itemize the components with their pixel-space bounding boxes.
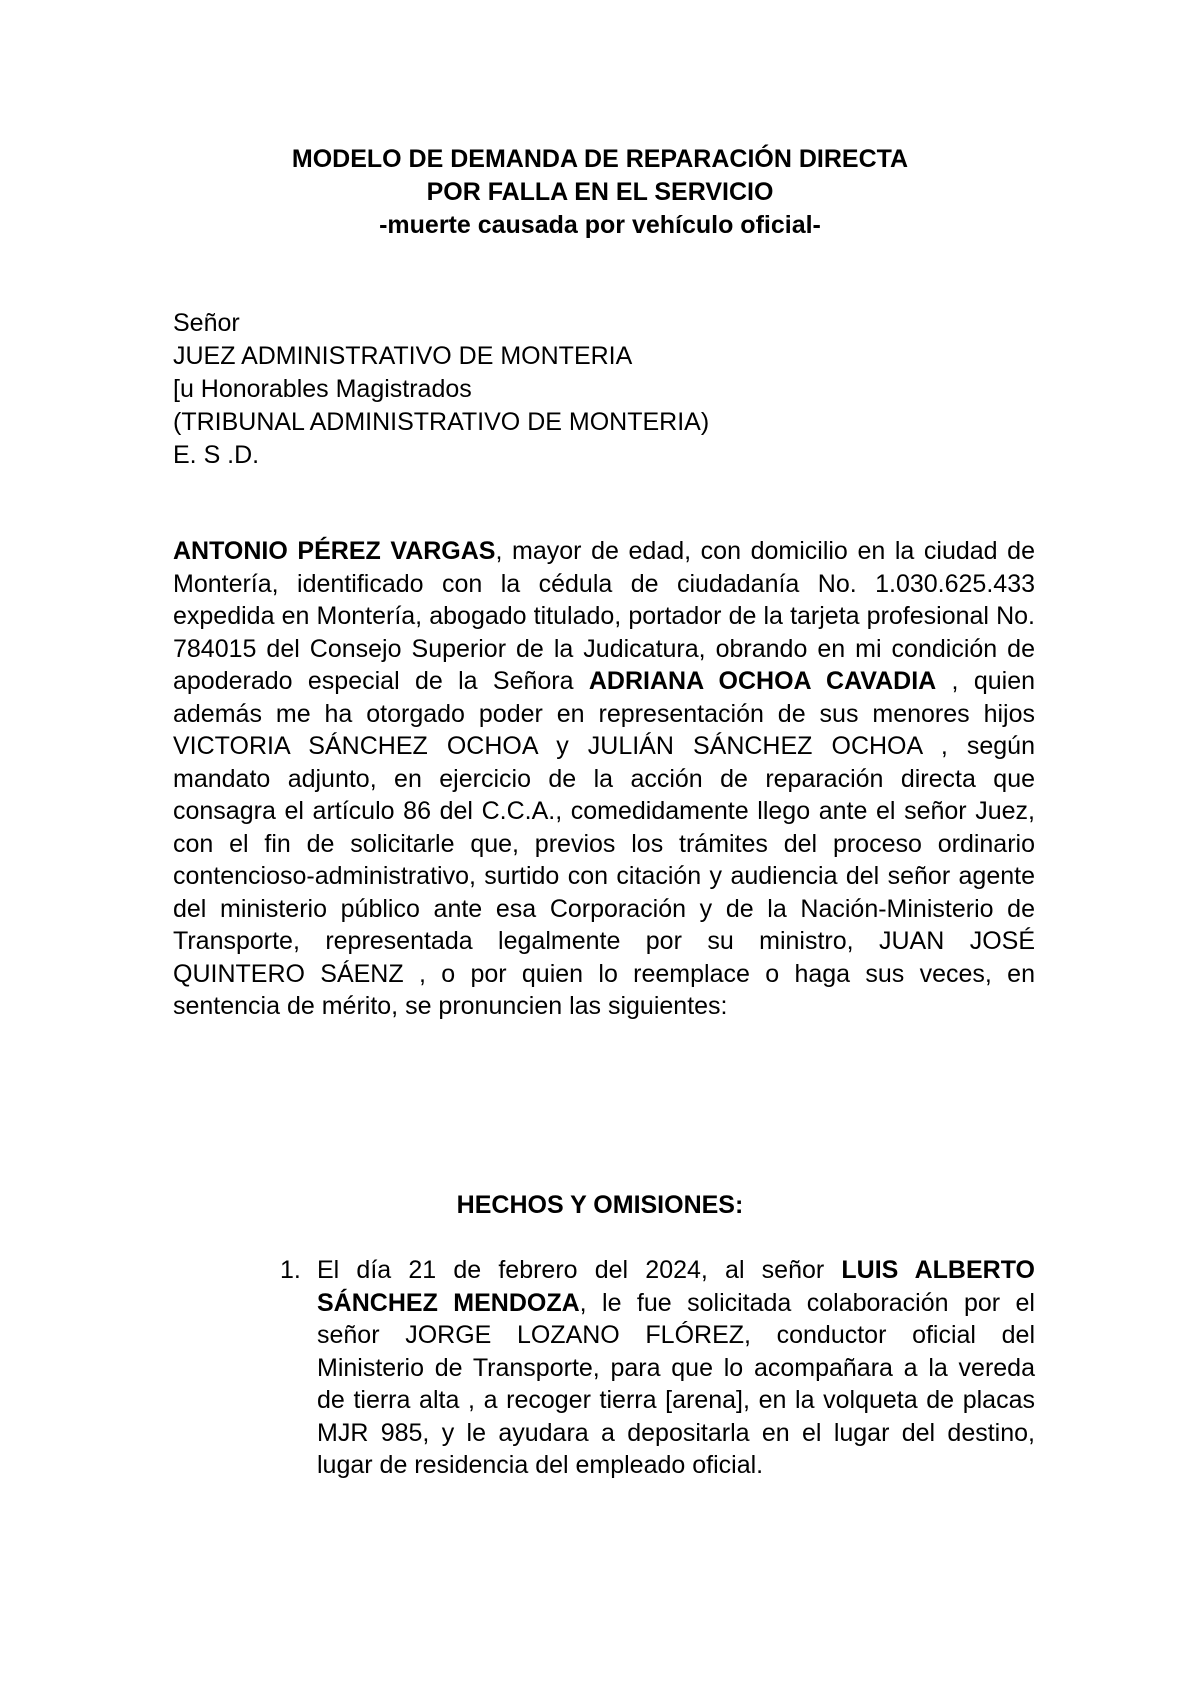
intro-text-1: , mayor de edad, con domicilio en la ciudad de Montería, identificado con la cédula de ciudadanía No. 1.030.625.433 expedida en Montería, abogado titulado, portador de la tarjeta profesional No. 784015 del Consejo Superior de la Judicatura, obrando en mi condición de apoderado especial de la Señora: [173, 537, 1035, 695]
addressee-line: JUEZ ADMINISTRATIVO DE MONTERIA: [173, 342, 633, 370]
addressee-block: [173, 307, 709, 472]
title-line-1: MODELO DE DEMANDA DE REPARACIÓN DIRECTA: [291, 145, 909, 173]
client-name: ADRIANA OCHOA CAVADIA: [588, 667, 937, 695]
intro-text-2: , quien además me ha otorgado poder en representación de sus menores hijos VICTORIA SÁNCHEZ OCHOA y JULIÁN SÁNCHEZ OCHOA , según mandato adjunto, en ejercicio de la acción de reparación directa que consagra el artículo 86 del C.C.A., comedidamente llego ante el señor Juez, con el fin de solicitarle que, previos los trámites del proceso ordinario contencioso-administrativo, surtido con citación y audiencia del señor agente del ministerio público ante esa Corporación y de la Nación-Ministerio de Transporte, representada legalmente por su ministro, JUAN JOSÉ QUINTERO SÁENZ , o por quien lo reemplace o haga sus veces, en sentencia de mérito, se pronuncien las siguientes:: [173, 667, 1036, 1020]
addressee-line: E. S .D.: [173, 441, 260, 469]
intro-paragraph: [173, 535, 1035, 1023]
title-line-3: -muerte causada por vehículo oficial-: [379, 211, 821, 239]
addressee-line: (TRIBUNAL ADMINISTRATIVO DE MONTERIA): [173, 408, 710, 436]
fact-bold-name: LUIS ALBERTO SÁNCHEZ MENDOZA: [317, 1256, 1035, 1317]
fact-text-2: , le fue solicitada colaboración por el señor JORGE LOZANO FLÓREZ, conductor oficial del Ministerio de Transporte, para que lo acompañara a la vereda de tierra alta , a recoger tierra [arena], en la volqueta de placas MJR 985, y le ayudara a depositarla en el lugar del destino, lugar de residencia del empleado oficial.: [317, 1288, 1035, 1479]
section-heading: HECHOS Y OMISIONES:: [456, 1191, 744, 1219]
addressee-line: [u Honorables Magistrados: [173, 375, 472, 403]
title-line-2: POR FALLA EN EL SERVICIO: [426, 178, 774, 206]
fact-text-1: El día 21 de febrero del 2024, al señor: [317, 1256, 842, 1284]
fact-text: [317, 1254, 1035, 1482]
document-title: [0, 143, 1200, 242]
fact-number: 1.: [280, 1256, 301, 1284]
addressee-line: Señor: [173, 309, 240, 337]
lawyer-name: ANTONIO PÉREZ VARGAS: [173, 537, 496, 565]
